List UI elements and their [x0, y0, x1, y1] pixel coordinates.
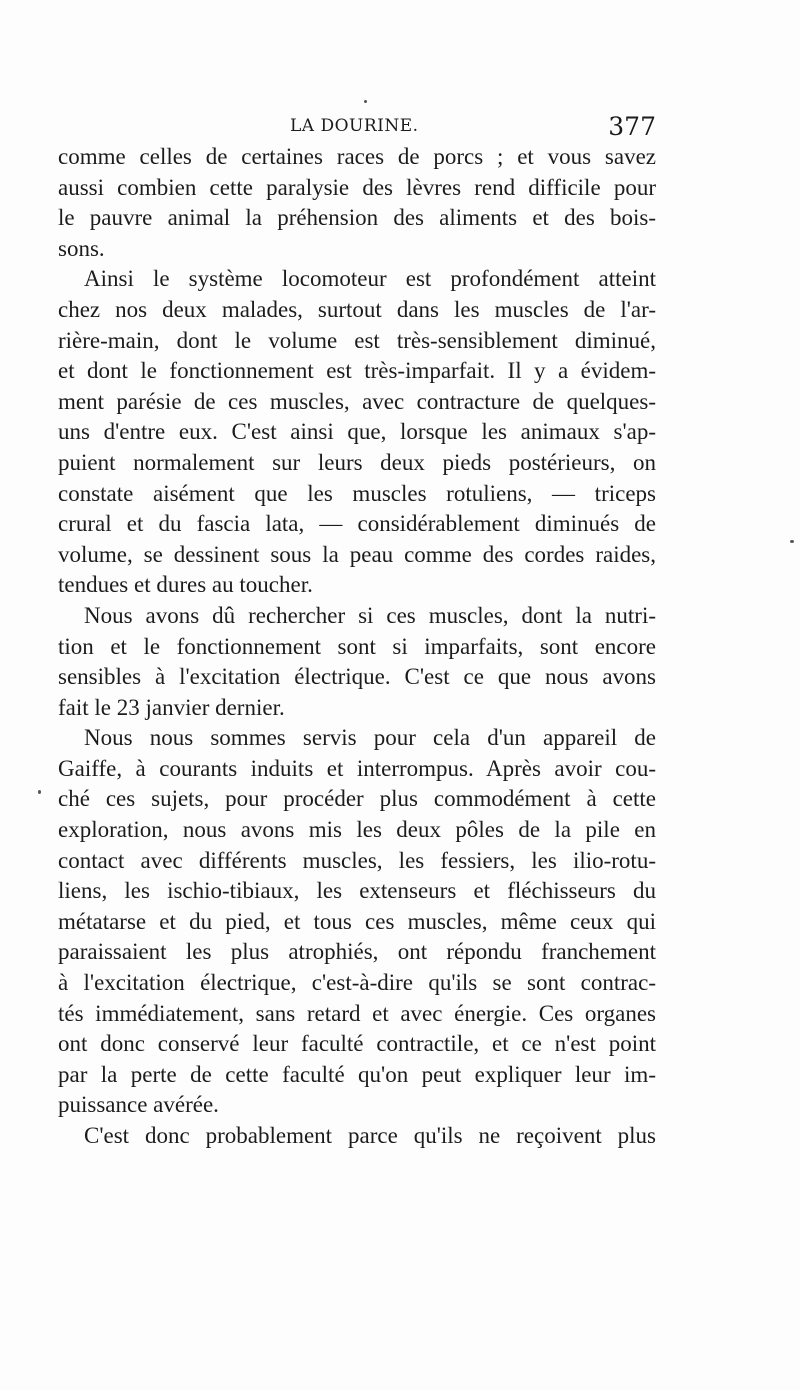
- text-line: constate aisément que les muscles rotuliens, — triceps: [58, 480, 656, 506]
- paragraph: [58, 601, 656, 723]
- text-line: ment parésie de ces muscles, avec contracture de quelques-: [58, 388, 656, 414]
- text-line: sensibles à l'excitation électrique. C'est ce que nous avons: [58, 664, 656, 690]
- text-line: exploration, nous avons mis les deux pôles de la pile en: [58, 817, 656, 843]
- paragraph: [58, 142, 656, 264]
- text-line: fait le 23 janvier dernier.: [58, 694, 285, 720]
- text-line: chez nos deux malades, surtout dans les muscles de l'ar-: [58, 296, 656, 322]
- body-text: [58, 142, 656, 1152]
- ink-speck: [38, 790, 41, 794]
- text-line: Gaiffe, à courants induits et interrompus. Après avoir cou-: [58, 755, 656, 781]
- text-line: comme celles de certaines races de porcs ; et vous savez: [58, 144, 656, 169]
- text-line: puissance avérée.: [58, 1092, 219, 1118]
- paragraph: [58, 723, 656, 1121]
- text-line: ont donc conservé leur faculté contractile, et ce n'est point: [58, 1031, 656, 1057]
- paragraph: [58, 1121, 656, 1152]
- text-line: Nous nous sommes servis pour cela d'un appareil de: [84, 725, 656, 751]
- text-line: Nous avons dû rechercher si ces muscles, dont la nutri-: [84, 602, 656, 628]
- running-title: LA DOURINE.: [290, 116, 419, 136]
- text-line: sons.: [58, 235, 105, 261]
- ink-speck: [790, 540, 794, 543]
- ink-speck: [364, 100, 367, 103]
- text-line: Ainsi le système locomoteur est profondément atteint: [84, 266, 656, 292]
- text-line: et dont le fonctionnement est très-imparfait. Il y a évidem-: [58, 358, 656, 384]
- text-line: ché ces sujets, pour procéder plus commodément à cette: [58, 786, 656, 812]
- text-line: métatarse et du pied, et tous ces muscles, même ceux qui: [58, 908, 656, 934]
- text-line: liens, les ischio-tibiaux, les extenseurs et fléchisseurs du: [58, 878, 656, 904]
- page-number: 377: [608, 112, 656, 141]
- text-line: tion et le fonctionnement sont si imparfaits, sont encore: [58, 633, 656, 659]
- text-line: uns d'entre eux. C'est ainsi que, lorsque les animaux s'ap-: [58, 419, 656, 445]
- text-line: paraissaient les plus atrophiés, ont répondu franchement: [58, 939, 656, 965]
- text-line: contact avec différents muscles, les fessiers, les ilio-rotu-: [58, 847, 656, 873]
- text-line: tendues et dures au toucher.: [58, 572, 313, 598]
- text-line: tés immédiatement, sans retard et avec énergie. Ces organes: [58, 1000, 656, 1026]
- text-line: par la perte de cette faculté qu'on peut expliquer leur im-: [58, 1061, 656, 1087]
- text-line: aussi combien cette paralysie des lèvres rend difficile pour: [58, 174, 656, 200]
- paragraph: [58, 264, 656, 601]
- text-line: volume, se dessinent sous la peau comme des cordes raides,: [58, 541, 656, 567]
- text-line: puient normalement sur leurs deux pieds postérieurs, on: [58, 449, 656, 475]
- text-line: crural et du fascia lata, — considérablement diminués de: [58, 511, 656, 537]
- text-line: à l'excitation électrique, c'est-à-dire qu'ils se sont contrac-: [58, 970, 656, 996]
- page-header: [58, 112, 656, 144]
- text-line: le pauvre animal la préhension des aliments et des bois-: [58, 205, 656, 231]
- text-line: rière-main, dont le volume est très-sensiblement diminué,: [58, 327, 656, 353]
- text-line: C'est donc probablement parce qu'ils ne reçoivent plus: [84, 1123, 656, 1148]
